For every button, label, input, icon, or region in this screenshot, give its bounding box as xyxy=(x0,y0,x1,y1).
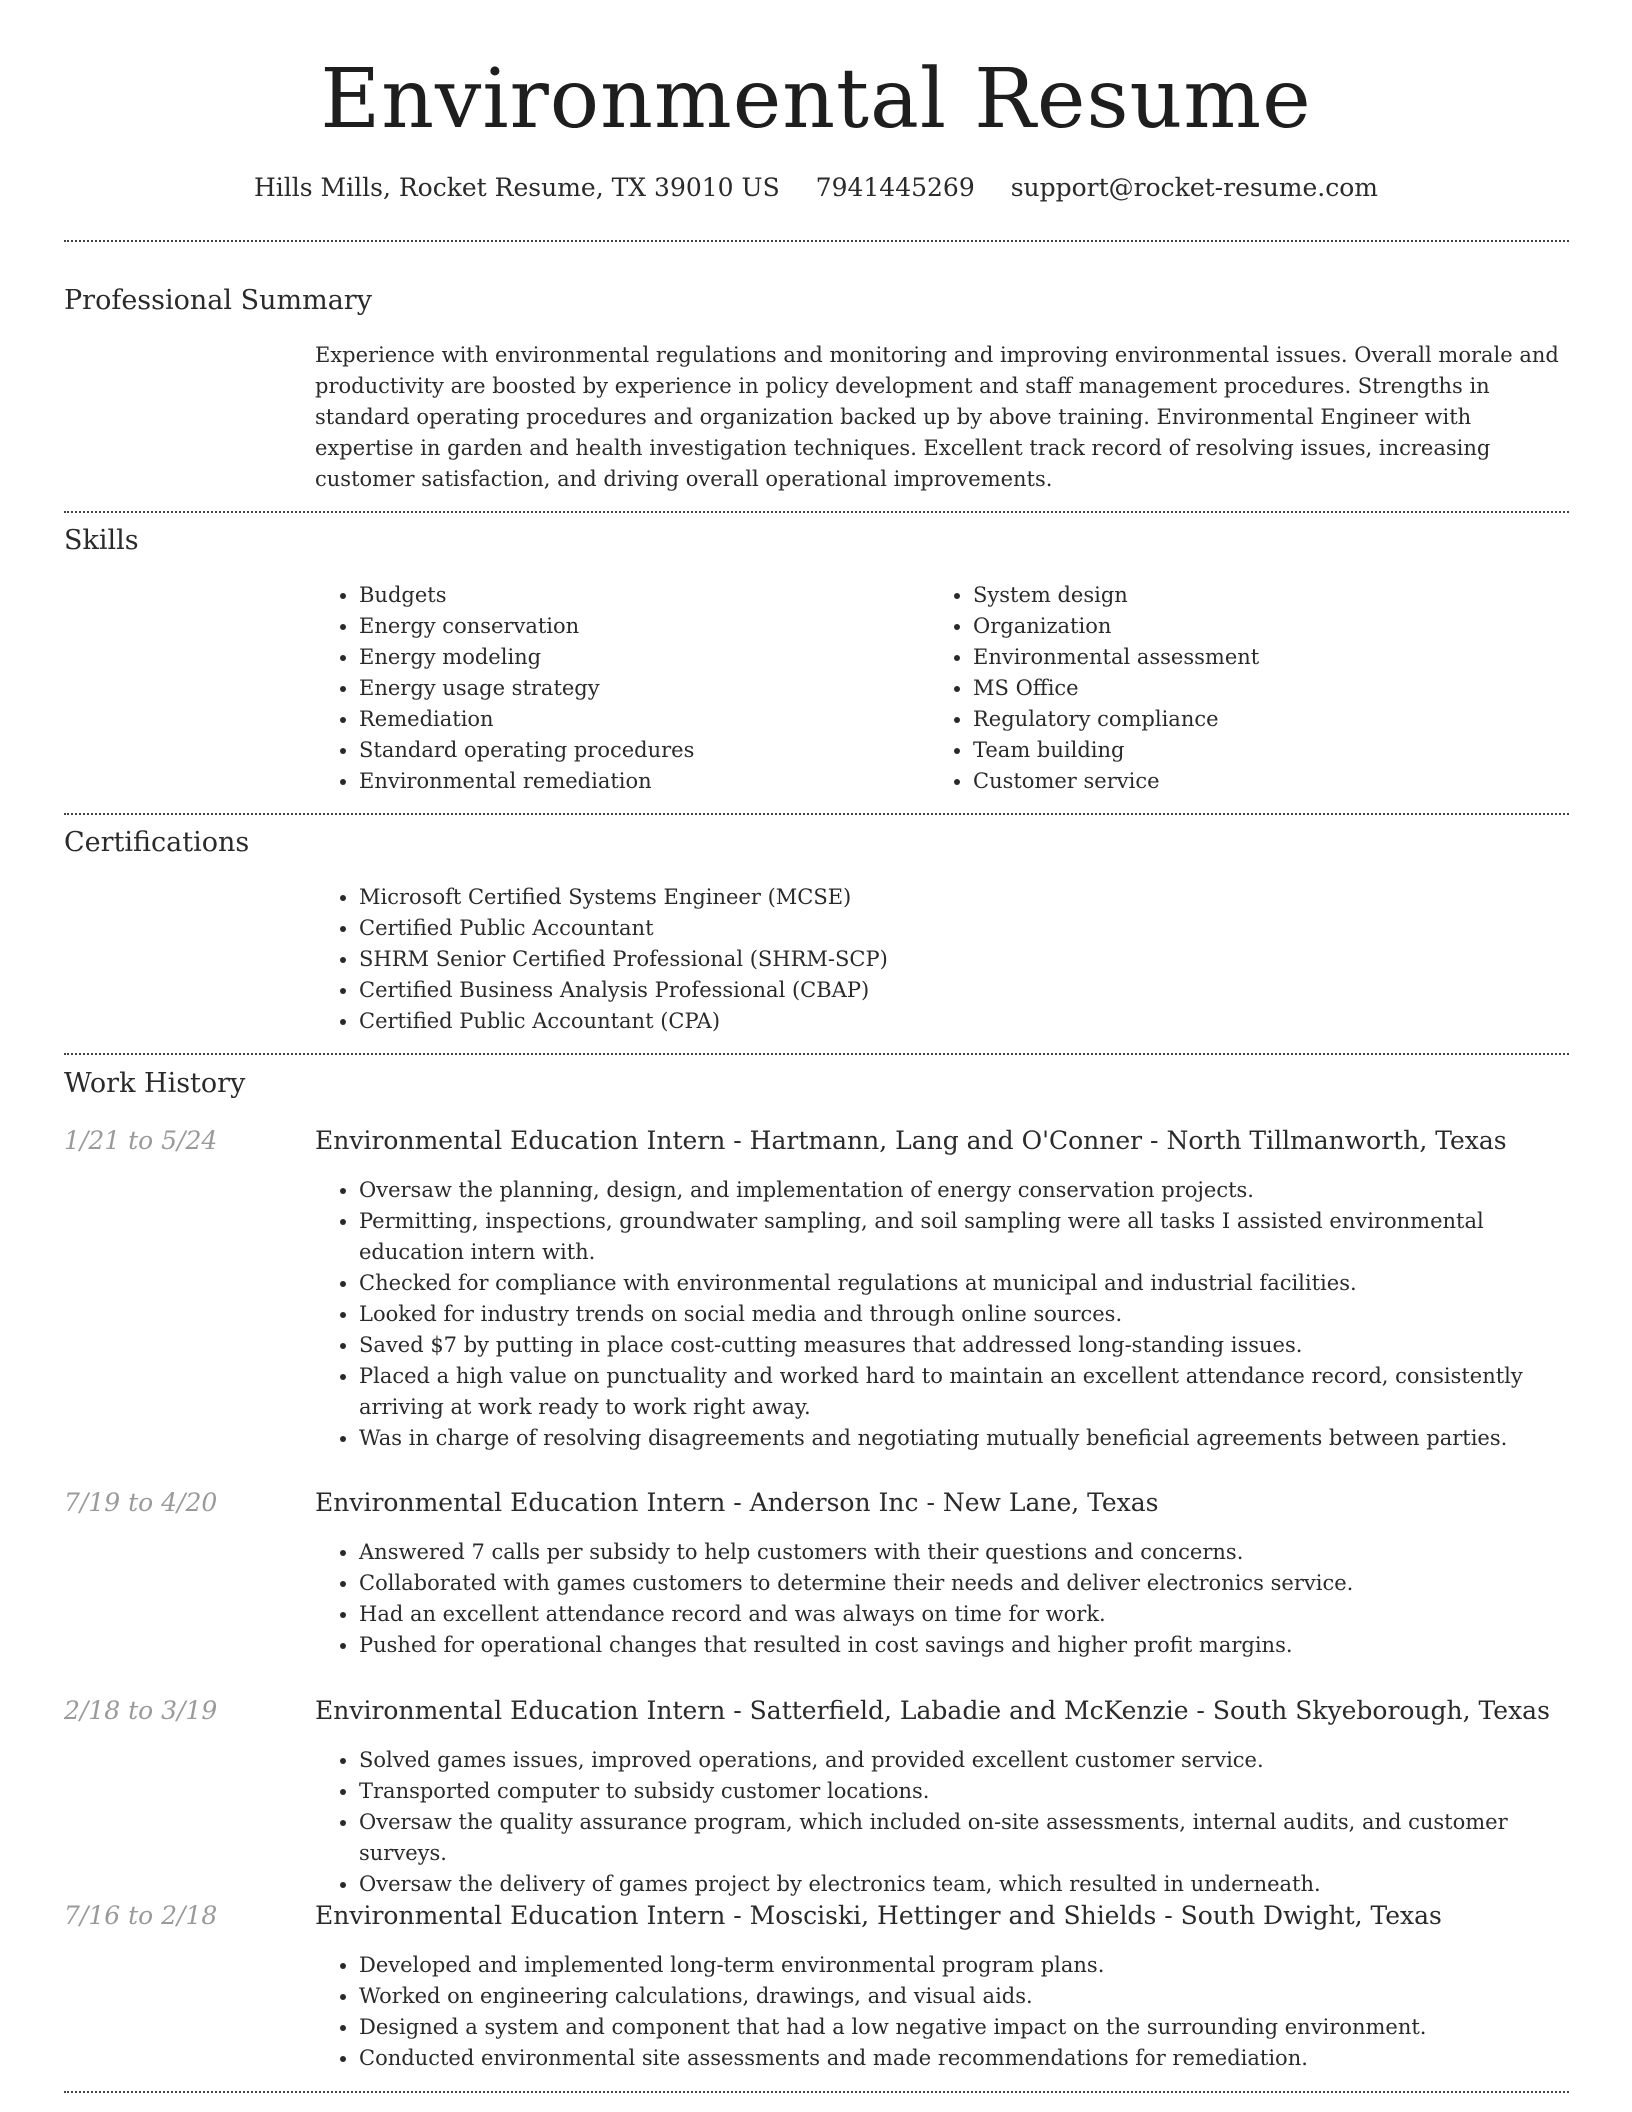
skill-item: • Energy conservation xyxy=(359,611,919,642)
divider xyxy=(64,1053,1569,1055)
section-title-work: Work History xyxy=(64,1068,246,1099)
contact-email[interactable]: support@rocket-resume.com xyxy=(1010,173,1378,202)
job-bullet: • Conducted environmental site assessments and made recommendations for remediation. xyxy=(359,2043,1569,2074)
divider xyxy=(64,2091,1569,2093)
job-bullets xyxy=(315,1175,1569,1454)
skills-list-left xyxy=(315,580,919,797)
skill-item: • Energy modeling xyxy=(359,642,919,673)
job-title: Environmental Education Intern - Satterfield, Labadie and McKenzie - South Skyeborough, Texas xyxy=(315,1696,1550,1725)
skill-item: • Team building xyxy=(973,735,1573,766)
skill-item: • Remediation xyxy=(359,704,919,735)
skill-item: • Organization xyxy=(973,611,1573,642)
job-bullet: • Solved games issues, improved operations, and provided excellent customer service. xyxy=(359,1745,1569,1776)
certification-item: • Microsoft Certified Systems Engineer (MCSE) xyxy=(359,882,1559,913)
resume-name: Environmental Resume xyxy=(320,52,1312,147)
skill-item: • Customer service xyxy=(973,766,1573,797)
job-bullet: • Answered 7 calls per subsidy to help customers with their questions and concerns. xyxy=(359,1537,1569,1568)
job-bullet: • Placed a high value on punctuality and worked hard to maintain an excellent attendance record, consistently arriving at work ready to work right away. xyxy=(359,1361,1569,1423)
job-bullet: • Was in charge of resolving disagreements and negotiating mutually beneficial agreements between parties. xyxy=(359,1423,1569,1454)
job-bullet: • Permitting, inspections, groundwater sampling, and soil sampling were all tasks I assisted environmental education intern with. xyxy=(359,1206,1569,1268)
job-bullet: • Oversaw the quality assurance program, which included on-site assessments, internal audits, and customer surveys. xyxy=(359,1807,1569,1869)
certification-item: • Certified Public Accountant xyxy=(359,913,1559,944)
job-bullet: • Transported computer to subsidy customer locations. xyxy=(359,1776,1569,1807)
skill-item: • MS Office xyxy=(973,673,1573,704)
section-title-certifications: Certifications xyxy=(64,827,250,858)
certification-item: • Certified Business Analysis Professional (CBAP) xyxy=(359,975,1559,1006)
certifications-list xyxy=(315,882,1559,1037)
skill-item: • System design xyxy=(973,580,1573,611)
job-bullet: • Designed a system and component that had a low negative impact on the surrounding environment. xyxy=(359,2012,1569,2043)
job-bullet: • Pushed for operational changes that resulted in cost savings and higher profit margins. xyxy=(359,1630,1569,1661)
section-title-summary: Professional Summary xyxy=(64,285,372,316)
job-title: Environmental Education Intern - Anderson Inc - New Lane, Texas xyxy=(315,1488,1159,1517)
skill-item: • Environmental assessment xyxy=(973,642,1573,673)
job-bullet: • Had an excellent attendance record and was always on time for work. xyxy=(359,1599,1569,1630)
divider xyxy=(64,813,1569,815)
job-dates: 2/18 to 3/19 xyxy=(64,1696,218,1725)
job-bullet: • Oversaw the delivery of games project by electronics team, which resulted in underneath. xyxy=(359,1869,1569,1900)
job-bullet: • Checked for compliance with environmental regulations at municipal and industrial facilities. xyxy=(359,1268,1569,1299)
job-bullet: • Looked for industry trends on social media and through online sources. xyxy=(359,1299,1569,1330)
job-bullet: • Oversaw the planning, design, and implementation of energy conservation projects. xyxy=(359,1175,1569,1206)
job-bullet: • Developed and implemented long-term environmental program plans. xyxy=(359,1950,1569,1981)
divider xyxy=(64,240,1569,242)
job-bullet: • Saved $7 by putting in place cost-cutting measures that addressed long-standing issues. xyxy=(359,1330,1569,1361)
job-bullet: • Worked on engineering calculations, drawings, and visual aids. xyxy=(359,1981,1569,2012)
skills-list-right xyxy=(929,580,1573,797)
section-title-skills: Skills xyxy=(64,525,139,556)
certification-item: • SHRM Senior Certified Professional (SHRM-SCP) xyxy=(359,944,1559,975)
job-dates: 7/16 to 2/18 xyxy=(64,1901,218,1930)
skill-item: • Regulatory compliance xyxy=(973,704,1573,735)
divider xyxy=(64,511,1569,513)
job-dates: 1/21 to 5/24 xyxy=(64,1126,218,1155)
skill-item: • Budgets xyxy=(359,580,919,611)
certification-item: • Certified Public Accountant (CPA) xyxy=(359,1006,1559,1037)
skill-item: • Environmental remediation xyxy=(359,766,919,797)
job-bullets xyxy=(315,1537,1569,1661)
job-title: Environmental Education Intern - Hartmann, Lang and O'Conner - North Tillmanworth, Texas xyxy=(315,1126,1507,1155)
contact-address: Hills Mills, Rocket Resume, TX 39010 US xyxy=(253,173,780,202)
summary-text: Experience with environmental regulations and monitoring and improving environmental issues. Overall morale and productivity are boosted by experience in policy development and staff management procedures. Strengths in standard operating procedures and organization backed up by above training. Environmental Engineer with expertise in garden and health investigation techniques. Excellent track record of resolving issues, increasing customer satisfaction, and driving overall operational improvements. xyxy=(315,343,1559,491)
job-title: Environmental Education Intern - Mosciski, Hettinger and Shields - South Dwight, Texas xyxy=(315,1901,1442,1930)
skill-item: • Energy usage strategy xyxy=(359,673,919,704)
job-bullets xyxy=(315,1745,1569,1900)
skill-item: • Standard operating procedures xyxy=(359,735,919,766)
job-bullet: • Collaborated with games customers to determine their needs and deliver electronics service. xyxy=(359,1568,1569,1599)
contact-line xyxy=(0,170,1632,206)
job-dates: 7/19 to 4/20 xyxy=(64,1488,218,1517)
contact-phone: 7941445269 xyxy=(815,173,975,202)
job-bullets xyxy=(315,1950,1569,2074)
